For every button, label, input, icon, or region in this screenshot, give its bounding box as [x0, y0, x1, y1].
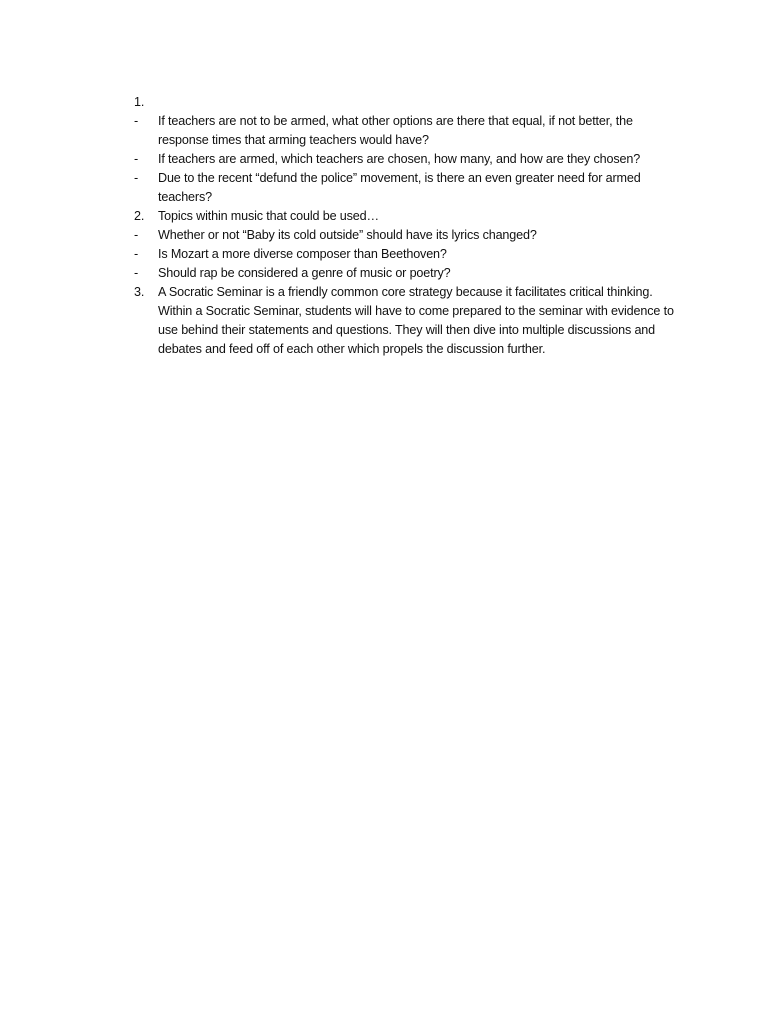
list-marker: 2. — [134, 209, 145, 223]
list-item-text: Due to the recent “defund the police” movement, is there an even greater need for armed teachers? — [158, 171, 641, 204]
list-marker: - — [134, 152, 139, 166]
list-item-text: Whether or not “Baby its cold outside” should have its lyrics changed? — [158, 228, 537, 242]
list-item-text: Topics within music that could be used… — [158, 209, 379, 223]
list-marker: - — [134, 171, 139, 185]
list-item-2 — [134, 207, 679, 226]
list-marker: - — [134, 266, 139, 280]
document-list — [134, 93, 679, 359]
list-item-text: If teachers are not to be armed, what other options are there that equal, if not better, the response times that arming teachers would have? — [158, 114, 633, 147]
list-item-bullet — [134, 226, 679, 245]
list-item-bullet — [134, 112, 679, 150]
list-item-text: If teachers are armed, which teachers are chosen, how many, and how are they chosen? — [158, 152, 641, 166]
list-item-bullet — [134, 264, 679, 283]
list-marker: 1. — [134, 95, 145, 109]
list-marker: - — [134, 228, 139, 242]
list-item-1 — [134, 93, 679, 112]
list-item-text: A Socratic Seminar is a friendly common core strategy because it facilitates critical thinking. Within a Socratic Seminar, students will have to come prepared to the seminar with evidence to use behind their statements and questions. They will then dive into multiple discussions and debates and feed off of each other which propels the discussion further. — [158, 285, 674, 356]
list-item-bullet — [134, 169, 679, 207]
list-marker: - — [134, 247, 139, 261]
list-item-text — [158, 93, 679, 112]
list-item-text: Should rap be considered a genre of music or poetry? — [158, 266, 451, 280]
list-marker: - — [134, 114, 139, 128]
list-item-text: Is Mozart a more diverse composer than Beethoven? — [158, 247, 447, 261]
list-marker: 3. — [134, 285, 145, 299]
list-item-bullet — [134, 245, 679, 264]
list-item-3 — [134, 283, 679, 359]
list-item-bullet — [134, 150, 679, 169]
